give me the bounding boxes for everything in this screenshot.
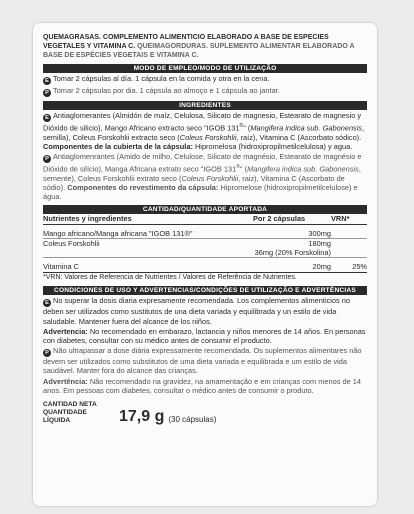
advice-es: Advertencia: No recomendado en embarazo, lactancia y niños menores de 14 años. En personas con diabetes, consultar con su médico antes de consumir el producto.: [43, 326, 366, 345]
ingredients-section-title: INGREDIENTES: [43, 101, 367, 110]
usage-pt: P Tomar 2 cápsulas por dia. 1 cápsula ao almoço e 1 cápsula ao jantar.: [43, 86, 367, 97]
table-row: Vitamina C 20mg 25%: [43, 262, 367, 272]
ingredients-es: E Antiaglomerantes (Almidón de maíz, Celulosa, Silicato de magnesio, Estearato de magnesio y Dióxido de silicio), Mango Africano extracto seco "IGOB 131®" (Mangifera indica sub. Gabonensis, semilla), Coleus Forskohlii extracto seco (Coleus Forskohlii, raíz), Vitamina C (Ascorbato sódico). Componentes de la cubierta de la cápsula: Hipromelosa (hidroxipropilmetilcelulosa) y agua.: [43, 111, 365, 151]
usage-section-title: MODO DE EMPLEO/MODO DE UTILIZAÇÃO: [43, 64, 367, 73]
lang-badge-pt: P: [43, 155, 51, 163]
warnings-section-title: CONDICIONES DE USO Y ADVERTENCIAS/CONDIÇÕES DE UTILIZAÇÃO E ADVERTÊNCIAS: [43, 286, 367, 295]
lang-badge-es: E: [43, 114, 51, 122]
warnings-es: E No superar la dosis diaria expresamente recomendada. Los complementos alimenticios no deben ser utilizados como sustitutos de una dieta variada y equilibrada y un estilo de vida saludable. Mantener fuera del alcance de los niños.: [43, 296, 351, 326]
net-quantity-label: CANTIDAD NETA QUANTIDADE LÍQUIDA: [43, 401, 97, 424]
table-header-row: [43, 214, 367, 224]
lang-badge-es: E: [43, 77, 51, 85]
column-header: Nutrientes y ingredientes: [43, 214, 253, 224]
nutrition-table: [43, 214, 367, 271]
lang-badge-pt: P: [43, 89, 51, 97]
table-row: Coleus Forskohlii 180mg: [43, 238, 331, 248]
label-header: [43, 33, 367, 60]
column-header: VRN*: [331, 214, 367, 224]
usage-es: E Tomar 2 cápsulas al día. 1 cápsula en la comida y otra en la cena.: [43, 74, 367, 85]
nrv-footnote: *VRN: Valores de Referencia de Nutrientes / Valores de Referência de Nutrientes.: [43, 272, 367, 282]
lang-badge-pt: P: [43, 349, 51, 357]
net-quantity: [43, 401, 367, 425]
lang-badge-es: E: [43, 299, 51, 307]
column-header: Por 2 cápsulas: [253, 214, 331, 224]
product-label: [33, 23, 377, 506]
ingredients-pt: P Antiaglomenrantes (Amido de milho, Celulose, Silicato de magnésio, Estearato de magnésio e Dióxido de silício), Manga Africana extrato seco "IGOB 131®" (Mangifera indica sub. Gabonensis, semente), Coleus Forskohlii extrato seco (Coleus Forskohlii, raiz), Vitamina C (Ascorbato de sódio). Componentes do revestimento da cápsula: Hipromelose (hidroxipropilmetilcelulose) e água.: [43, 152, 362, 202]
table-row: Mango africano/Manga africana "IGOB 131®" 300mg: [43, 229, 367, 239]
header-pt: QUEIMAGORDURAS. SUPLEMENTO ALIMENTAR ELABORADO A BASE DE ESPÉCIES VEGETAIS E VITAMINA C.: [43, 43, 355, 59]
advice-pt: Advertência: Não recomendado na gravidez, na amamentação e em crianças com menos de 14 anos. Em pessoas com diabetes, consultar o médico antes de consumir o produto.: [43, 376, 361, 395]
capsule-count: (30 cápsulas): [168, 415, 217, 424]
table-row: 36mg (20% Forskolina): [43, 248, 367, 258]
warnings-pt: P Não ultrapassar a dose diária expressamente recomendada. Os suplementos alimentares não devem ser utilizados como substitutos de uma dieta variada e equilibrada e um estilo de vida saudável. Manter fora do alcance das crianças.: [43, 346, 362, 376]
net-quantity-value: 17,9 g: [119, 408, 165, 425]
header-es: QUEMAGRASAS. COMPLEMENTO ALIMENTICIO ELABORADO A BASE DE ESPECIES VEGETALES Y VITAMINA C.: [43, 34, 329, 50]
nutrition-section-title: CANTIDAD/QUANTIDADE APORTADA: [43, 205, 367, 214]
